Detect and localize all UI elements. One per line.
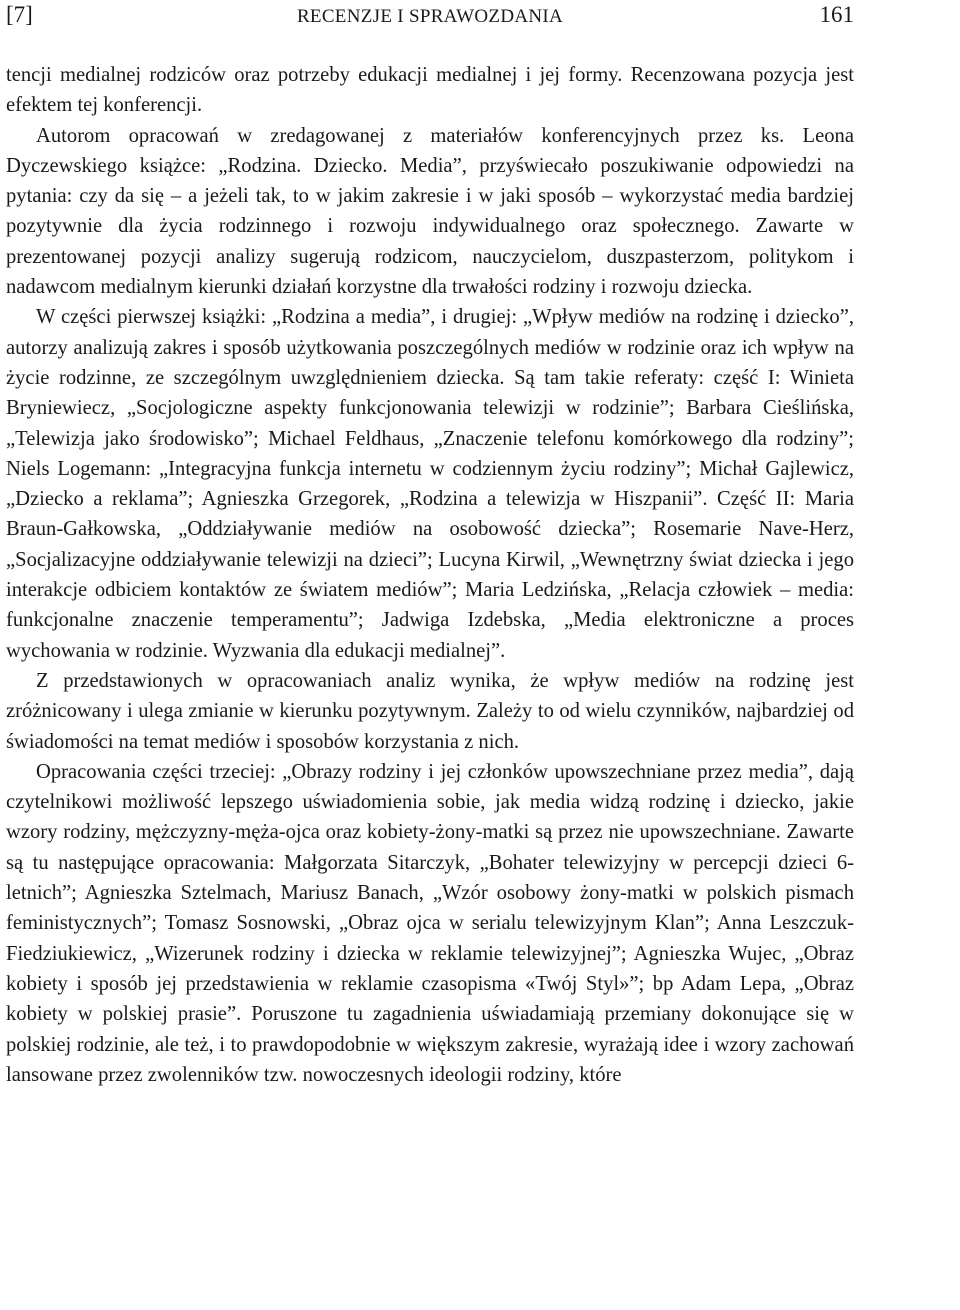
- body-text: [6, 60, 854, 1090]
- running-title: RECENZJE I SPRAWOZDANIA: [296, 6, 564, 27]
- paragraph-1: tencji medialnej rodziców oraz potrzeby edukacji medialnej i jej formy. Recenzowana pozycja jest efektem tej konferencji.: [6, 64, 854, 117]
- paragraph-5: Opracowania części trzeciej: „Obrazy rodziny i jej członków upowszechniane przez media”, dają czytelnikowi możliwość lepszego uświadomienia sobie, jak media widzą rodzinę i dziecko, jakie wzory rodziny, mężczyzny-męża-ojca oraz kobiety-żony-matki są przez nie upowszechniane. Zawarte są tu następujące opracowania: Małgorzata Sitarczyk, „Bohater telewizyjny w percepcji dzieci 6-letnich”; Agnieszka Sztelmach, Mariusz Banach, „Wzór osobowy żony-matki w polskich pismach feministycznych”; Tomasz Sosnowski, „Obraz ojca w serialu telewizyjnym Klan”; Anna Leszczuk-Fiedziukiewicz, „Wizerunek rodziny i dziecka w reklamie telewizyjnej”; Agnieszka Wujec, „Obraz kobiety i sposób jej przedstawienia w reklamie czasopisma «Twój Styl»”; bp Adam Lepa, „Obraz kobiety w polskiej prasie”. Poruszone tu zagadnienia uświadamiają przemiany dokonujące się w polskiej rodzinie, ale też, i to prawdopodobnie w większym zakresie, wyrażają idee i wzory zachowań lansowane przez zwolenników tzw. nowoczesnych ideologii rodziny, które: [6, 760, 854, 1086]
- paragraph-3: W części pierwszej książki: „Rodzina a media”, i drugiej: „Wpływ mediów na rodzinę i dziecko”, autorzy analizują zakres i sposób użytkowania poszczególnych mediów w rodzinie oraz ich wpływ na życie rodzinne, ze szczególnym uwzględnieniem dziecka. Są tam takie referaty: część I: Winieta Bryniewiecz, „Socjologiczne aspekty funkcjonowania telewizji w rodzinie”; Barbara Cieślińska, „Telewizja jako środowisko”; Michael Feldhaus, „Znaczenie telefonu komórkowego dla rodziny”; Niels Logemann: „Integracyjna funkcja internetu w codziennym życiu rodziny”; Michał Gajlewicz, „Dziecko a reklama”; Agnieszka Grzegorek, „Rodzina a telewizja w Hiszpanii”. Część II: Maria Braun-Gałkowska, „Oddziaływanie mediów na osobowość dziecka”; Rosemarie Nave-Herz, „Socjalizacyjne oddziaływanie telewizji na dzieci”; Lucyna Kirwil, „Wewnętrzny świat dziecka i jego interakcje odbiciem kontaktów ze światem mediów”; Maria Ledzińska, „Relacja człowiek – media: funkcjonalne znaczenie temperamentu”; Jadwiga Izdebska, „Media elektroniczne a proces wychowania w rodzinie. Wyzwania dla edukacji medialnej”.: [6, 306, 854, 662]
- page-number: 161: [819, 2, 854, 27]
- paragraph-4: Z przedstawionych w opracowaniach analiz wynika, że wpływ mediów na rodzinę jest zróżnicowany i ulega zmianie w kierunku pozytywnym. Zależy to od wielu czynników, najbardziej od świadomości na temat mediów i sposobów korzystania z nich.: [6, 669, 854, 753]
- section-number: [7]: [6, 2, 33, 27]
- running-header: [6, 0, 854, 34]
- paragraph-2: Autorom opracowań w zredagowanej z materiałów konferencyjnych przez ks. Leona Dyczewskiego książce: „Rodzina. Dziecko. Media”, przyświecało poszukiwanie odpowiedzi na pytania: czy da się – a jeżeli tak, to w jakim zakresie i w jaki sposób – wykorzystać media bardziej pozytywnie dla życia rodzinnego i rozwoju indywidualnego oraz społecznego. Zawarte w prezentowanej pozycji analizy sugerują rodzicom, nauczycielom, duszpasterzom, politykom i nadawcom medialnym kierunki działań korzystne dla trwałości rodziny i rozwoju dziecka.: [6, 124, 854, 299]
